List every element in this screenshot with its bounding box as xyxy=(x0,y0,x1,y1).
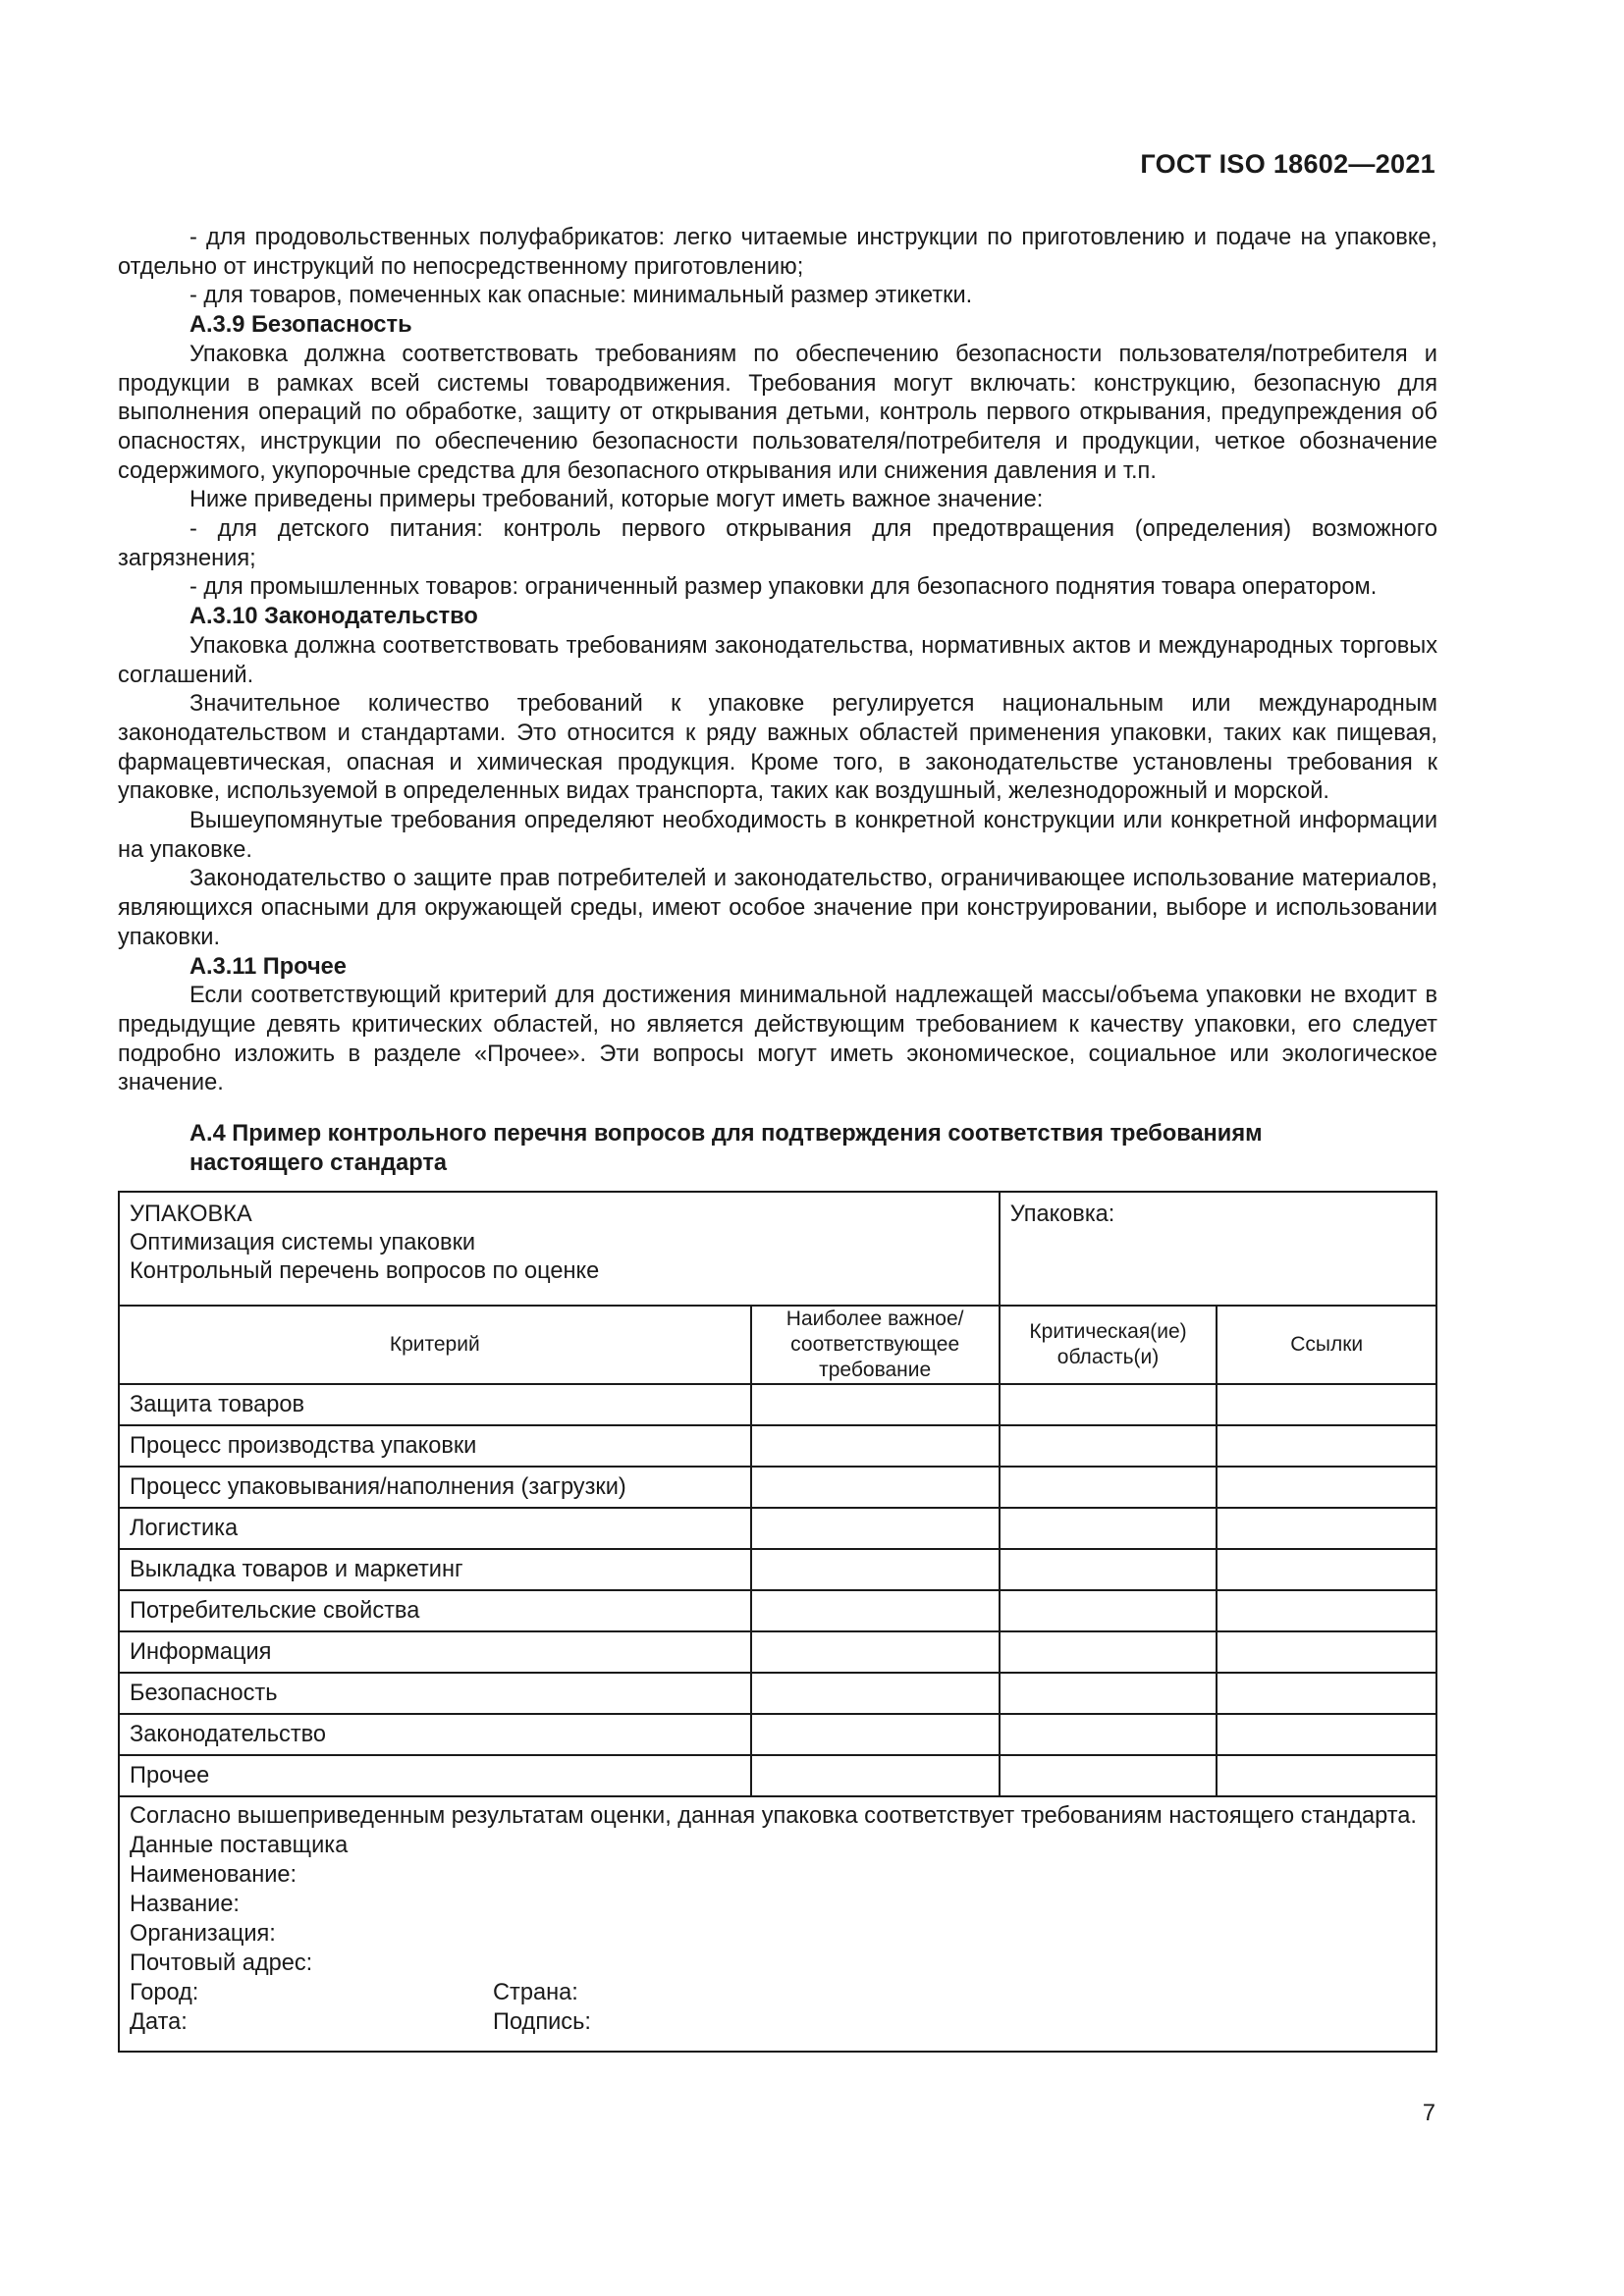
signature-row xyxy=(119,1796,1436,2052)
critical-area-cell[interactable] xyxy=(1000,1384,1218,1425)
table-row xyxy=(119,1673,1436,1714)
criterion-cell: Безопасность xyxy=(119,1673,751,1714)
requirement-cell[interactable] xyxy=(751,1631,1000,1673)
name-full-field[interactable]: Наименование: xyxy=(130,1862,298,1888)
header-critical-area: Критическая(ие) область(и) xyxy=(1000,1306,1218,1384)
address-field[interactable]: Почтовый адрес: xyxy=(130,1950,313,1976)
paragraph: Упаковка должна соответствовать требованиям законодательства, нормативных актов и международных торговых соглашений. xyxy=(118,632,1437,688)
references-cell[interactable] xyxy=(1217,1631,1436,1673)
critical-area-cell[interactable] xyxy=(1000,1425,1218,1467)
paragraph: Законодательство о защите прав потребителей и законодательство, ограничивающее использование материалов, являющихся опасными для окружающей среды, имеют особое значение при конструировании, выборе и использовании упаковки. xyxy=(118,866,1437,950)
paragraph: Упаковка должна соответствовать требованиям по обеспечению безопасности пользователя/потребителя и продукции в рамках всей системы товародвижения. Требования могут включать: конструкцию, безопасную для выполнения операций по обработке, защиту от открывания детьми, контроль первого открывания, предупреждения об опасностях, инструкции по обеспечению безопасности пользователя/потребителя и продукции, четкое обозначение содержимого, укупорочные средства для безопасного открывания или снижения давления и т.п. xyxy=(118,341,1437,484)
paragraph: - для детского питания: контроль первого открывания для предотвращения (определения) возможного загрязнения; xyxy=(118,516,1437,571)
packaging-checklist-label: Контрольный перечень вопросов по оценке xyxy=(130,1258,600,1284)
header-criterion: Критерий xyxy=(119,1306,751,1384)
header-requirement: Наиболее важное/соответствующее требование xyxy=(751,1306,1000,1384)
paragraph: - для товаров, помеченных как опасные: минимальный размер этикетки. xyxy=(189,283,973,309)
packaging-title: УПАКОВКА xyxy=(130,1201,252,1227)
paragraph: Значительное количество требований к упаковке регулируется национальным или международным законодательством и стандартами. Это относится к ряду важных областей применения упаковки, таких как пищевая, фармацевтическая, опасная и химическая продукция. Кроме того, в законодательстве установлены требования к упаковке, используемой в определенных видах транспорта, таких как воздушный, железнодорожный и морской. xyxy=(118,691,1437,805)
packaging-field-cell[interactable] xyxy=(1000,1192,1436,1306)
critical-area-cell[interactable] xyxy=(1000,1673,1218,1714)
supplier-data-label: Данные поставщика xyxy=(130,1833,349,1858)
section-a4-title: А.4 Пример контрольного перечня вопросов для подтверждения соответствия требованиям настоящего стандарта xyxy=(189,1121,1263,1176)
references-cell[interactable] xyxy=(1217,1549,1436,1590)
critical-area-cell[interactable] xyxy=(1000,1549,1218,1590)
paragraph: - для продовольственных полуфабрикатов: легко читаемые инструкции по приготовлению и подаче на упаковке, отдельно от инструкций по непосредственному приготовлению; xyxy=(118,225,1437,280)
critical-area-cell[interactable] xyxy=(1000,1590,1218,1631)
requirement-cell[interactable] xyxy=(751,1673,1000,1714)
document-code: ГОСТ ISO 18602—2021 xyxy=(1140,149,1435,179)
references-cell[interactable] xyxy=(1217,1590,1436,1631)
table-row xyxy=(119,1549,1436,1590)
header-references: Ссылки xyxy=(1217,1306,1436,1384)
paragraph: Вышеупомянутые требования определяют необходимость в конкретной конструкции или конкретной информации на упаковке. xyxy=(118,808,1437,863)
requirement-cell[interactable] xyxy=(751,1714,1000,1755)
references-cell[interactable] xyxy=(1217,1467,1436,1508)
requirement-cell[interactable] xyxy=(751,1384,1000,1425)
paragraph: Ниже приведены примеры требований, которые могут иметь важное значение: xyxy=(189,487,1044,513)
table-row xyxy=(119,1631,1436,1673)
requirement-cell[interactable] xyxy=(751,1590,1000,1631)
requirement-cell[interactable] xyxy=(751,1508,1000,1549)
requirement-cell[interactable] xyxy=(751,1755,1000,1796)
organization-field[interactable]: Организация: xyxy=(130,1921,276,1947)
references-cell[interactable] xyxy=(1217,1508,1436,1549)
requirement-cell[interactable] xyxy=(751,1425,1000,1467)
table-row xyxy=(119,1425,1436,1467)
section-heading: А.3.11 Прочее xyxy=(189,953,347,980)
table-row xyxy=(119,1755,1436,1796)
city-field[interactable]: Город: xyxy=(130,1980,199,2005)
body-text xyxy=(118,224,1437,1098)
paragraph: Если соответствующий критерий для достижения минимальной надлежащей массы/объема упаковки не входит в предыдущие девять критических областей, но является действующим требованием к качеству упаковки, его следует подробно изложить в разделе «Прочее». Эти вопросы могут иметь экономическое, социальное или экологическое значение. xyxy=(118,983,1437,1096)
criterion-cell: Законодательство xyxy=(119,1714,751,1755)
critical-area-cell[interactable] xyxy=(1000,1714,1218,1755)
critical-area-cell[interactable] xyxy=(1000,1755,1218,1796)
conformity-statement: Согласно вышеприведенным результатам оценки, данная упаковка соответствует требованиям настоящего стандарта. xyxy=(130,1803,1417,1829)
checklist-table xyxy=(118,1191,1437,2053)
references-cell[interactable] xyxy=(1217,1425,1436,1467)
critical-area-cell[interactable] xyxy=(1000,1467,1218,1508)
criterion-cell: Прочее xyxy=(119,1755,751,1796)
references-cell[interactable] xyxy=(1217,1755,1436,1796)
table-row xyxy=(119,1508,1436,1549)
criterion-cell: Информация xyxy=(119,1631,751,1673)
criterion-cell: Процесс производства упаковки xyxy=(119,1425,751,1467)
criterion-cell: Защита товаров xyxy=(119,1384,751,1425)
requirement-cell[interactable] xyxy=(751,1467,1000,1508)
packaging-field-label: Упаковка: xyxy=(1009,1201,1115,1227)
table-row xyxy=(119,1590,1436,1631)
table-row xyxy=(119,1467,1436,1508)
references-cell[interactable] xyxy=(1217,1673,1436,1714)
criterion-cell: Логистика xyxy=(119,1508,751,1549)
section-heading: А.3.10 Законодательство xyxy=(189,604,478,630)
date-field[interactable]: Дата: xyxy=(130,2009,188,2035)
critical-area-cell[interactable] xyxy=(1000,1508,1218,1549)
criterion-cell: Потребительские свойства xyxy=(119,1590,751,1631)
requirement-cell[interactable] xyxy=(751,1549,1000,1590)
packaging-subtitle: Оптимизация системы упаковки xyxy=(130,1230,476,1255)
criterion-cell: Выкладка товаров и маркетинг xyxy=(119,1549,751,1590)
signature-cell xyxy=(119,1796,1436,2052)
table-header-row xyxy=(119,1306,1436,1384)
page-number: 7 xyxy=(1422,2101,1435,2126)
packaging-title-cell xyxy=(119,1192,1000,1306)
table-row xyxy=(119,1384,1436,1425)
table-row xyxy=(119,1714,1436,1755)
signature-field[interactable]: Подпись: xyxy=(493,2009,591,2035)
critical-area-cell[interactable] xyxy=(1000,1631,1218,1673)
references-cell[interactable] xyxy=(1217,1384,1436,1425)
paragraph: - для промышленных товаров: ограниченный размер упаковки для безопасного поднятия товара оператором. xyxy=(189,574,1378,601)
table-title-row xyxy=(119,1192,1436,1306)
name-field[interactable]: Название: xyxy=(130,1892,240,1917)
section-heading: А.3.9 Безопасность xyxy=(189,312,412,339)
country-field[interactable]: Страна: xyxy=(493,1980,578,2005)
criterion-cell: Процесс упаковывания/наполнения (загрузки) xyxy=(119,1467,751,1508)
references-cell[interactable] xyxy=(1217,1714,1436,1755)
